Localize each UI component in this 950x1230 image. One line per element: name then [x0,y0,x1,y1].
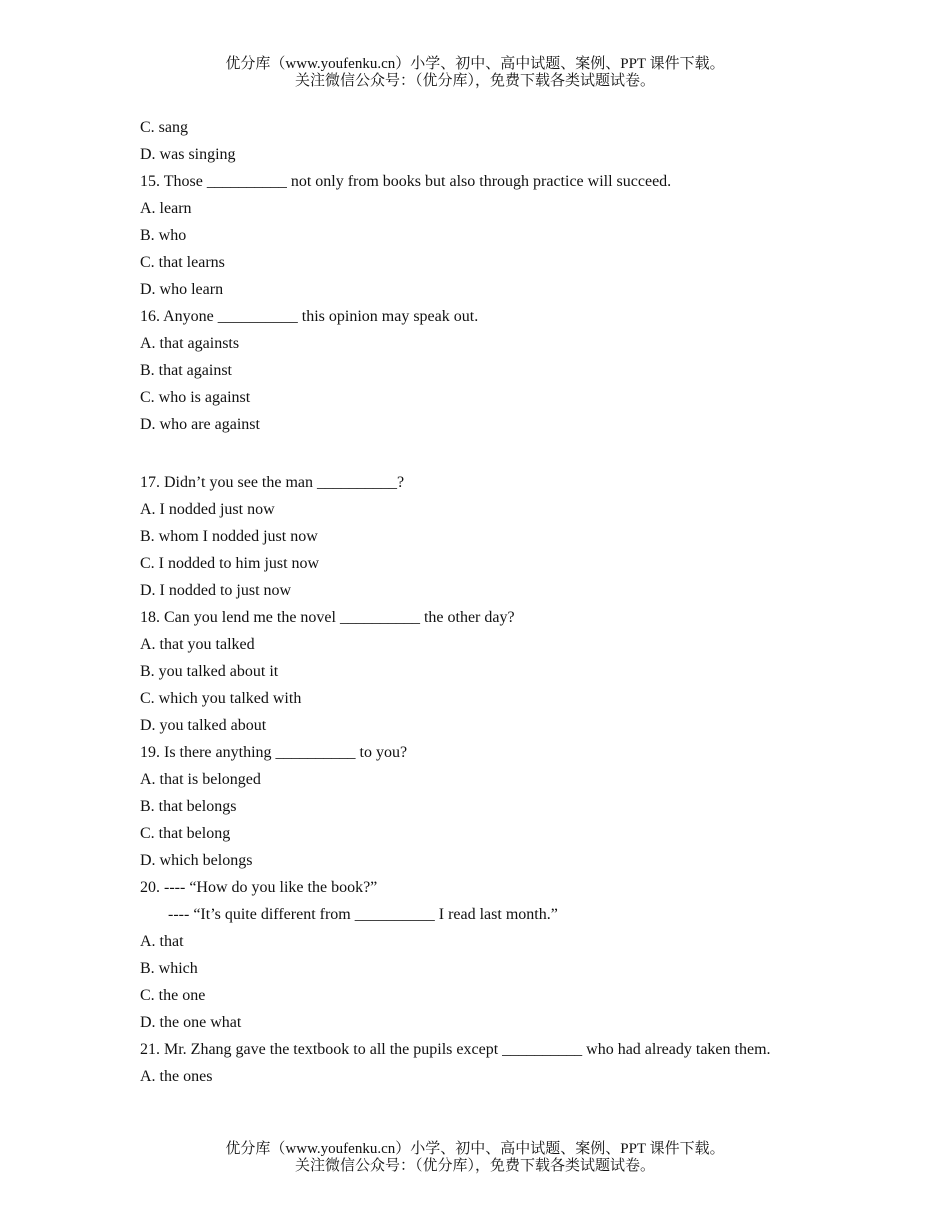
option-line: D. who are against [140,416,260,433]
question-list [140,114,900,1090]
option-line: B. whom I nodded just now [140,528,318,545]
option-line: D. I nodded to just now [140,582,292,599]
question-21: 21. Mr. Zhang gave the textbook to all the pupils except __________ who had already taken them. [140,1041,771,1058]
question-18: 18. Can you lend me the novel __________ the other day? [140,609,515,626]
header-line-2: 关注微信公众号：（优分库），免费下载各类试题试卷。 [294,73,655,89]
option-line: A. learn [140,200,192,217]
question-19: 19. Is there anything __________ to you? [140,744,408,761]
question-20-reply: ---- “It’s quite different from __________ I read last month.” [168,906,558,923]
option-line: B. that belongs [140,798,237,815]
option-line: C. which you talked with [140,690,302,707]
page-footer [0,1141,950,1175]
option-line: A. that againsts [140,335,240,352]
question-16: 16. Anyone __________ this opinion may speak out. [140,308,479,325]
blank-spacer [140,438,900,469]
option-line: B. who [140,227,187,244]
footer-line-1: 优分库（www.youfenku.cn）小学、初中、高中试题、案例、PPT 课件下载。 [225,1141,725,1157]
option-line: D. the one what [140,1014,242,1031]
option-line: C. who is against [140,389,251,406]
option-line: D. which belongs [140,852,253,869]
option-line: A. I nodded just now [140,501,275,518]
option-line: D. was singing [140,146,236,163]
option-line: D. you talked about [140,717,267,734]
header-line-1: 优分库（www.youfenku.cn）小学、初中、高中试题、案例、PPT 课件下载。 [225,56,725,72]
footer-line-2: 关注微信公众号：（优分库），免费下载各类试题试卷。 [294,1158,655,1174]
option-line: B. that against [140,362,232,379]
page-header [0,56,950,90]
option-line: C. sang [140,119,188,136]
option-line: C. that learns [140,254,225,271]
question-20: 20. ---- “How do you like the book?” [140,879,378,896]
option-line: A. that [140,933,184,950]
option-line: D. who learn [140,281,224,298]
option-line: C. the one [140,987,206,1004]
option-line: C. I nodded to him just now [140,555,320,572]
question-17: 17. Didn’t you see the man __________? [140,474,405,491]
option-line: A. that you talked [140,636,255,653]
question-15: 15. Those __________ not only from books but also through practice will succeed. [140,173,672,190]
option-line: B. you talked about it [140,663,279,680]
option-line: A. the ones [140,1068,213,1085]
option-line: B. which [140,960,198,977]
option-line: A. that is belonged [140,771,261,788]
option-line: C. that belong [140,825,231,842]
